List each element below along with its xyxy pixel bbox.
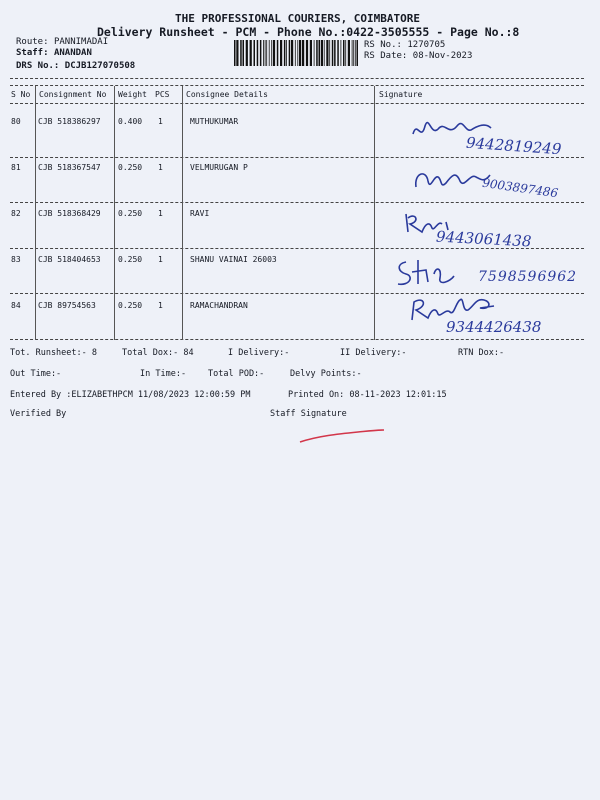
cell-consignee: RAMACHANDRAN: [190, 301, 248, 310]
i-delivery: I Delivery:-: [228, 348, 290, 358]
cell-pcs: 1: [158, 255, 163, 264]
cell-sno: 82: [11, 209, 21, 218]
cell-consignee: SHANU VAINAI 26003: [190, 255, 277, 264]
staff-signature-stroke: [298, 426, 388, 446]
col-header-pcs: PCS: [155, 90, 170, 99]
rs-no-label: RS No.:: [364, 40, 402, 50]
cell-pcs: 1: [158, 117, 163, 126]
drs-value: DCJB127070508: [64, 61, 136, 71]
entered-by: Entered By :ELIZABETHPCM 11/08/2023 12:00:59 PM: [10, 390, 251, 400]
col-header-sno: S No: [11, 90, 31, 99]
company-name: THE PROFESSIONAL COURIERS, COIMBATORE: [175, 12, 421, 25]
cell-consignee: MUTHUKUMAR: [190, 117, 239, 126]
col-header-consignment: Consignment No: [39, 90, 107, 99]
signature-phone: 9442819249: [465, 133, 562, 159]
column-divider: [114, 86, 115, 340]
cell-weight: 0.250: [118, 255, 143, 264]
cell-sno: 81: [11, 163, 21, 172]
col-header-consignee: Consignee Details: [186, 90, 268, 99]
drs-field: [16, 61, 135, 71]
cell-consignment: CJB 89754563: [38, 301, 96, 310]
cell-weight: 0.250: [118, 301, 143, 310]
cell-pcs: 1: [158, 209, 163, 218]
rtn-dox: RTN Dox:-: [458, 348, 505, 358]
rs-no-value: 1270705: [407, 40, 446, 50]
col-header-weight: Weight: [118, 90, 147, 99]
signature-phone: 9344426438: [446, 318, 542, 336]
cell-consignment: CJB 518367547: [38, 163, 101, 172]
route-value: PANNIMADAI: [53, 37, 109, 47]
staff-signature-label: Staff Signature: [270, 409, 347, 419]
signature-phone: 9003897486: [481, 175, 559, 201]
column-divider: [182, 86, 183, 340]
total-dox: Total Dox:- 84: [122, 348, 194, 358]
column-divider: [374, 86, 375, 340]
drs-label: DRS No.:: [16, 61, 60, 71]
ii-delivery: II Delivery:-: [340, 348, 407, 358]
staff-value: ANANDAN: [53, 48, 92, 58]
total-pod: Total POD:-: [208, 369, 265, 379]
cell-pcs: 1: [158, 163, 163, 172]
table-top-rule-2: [10, 85, 584, 86]
document-title: Delivery Runsheet - PCM - Phone No.:0422-3505555 - Page No.:8: [97, 25, 520, 39]
cell-consignee: RAVI: [190, 209, 210, 218]
signature-phone: 7598596962: [478, 269, 578, 285]
col-header-signature: Signature: [379, 90, 423, 99]
staff-field: [16, 48, 92, 58]
printed-on: Printed On: 08-11-2023 12:01:15: [288, 390, 447, 400]
in-time: In Time:-: [140, 369, 187, 379]
tot-runsheet: Tot. Runsheet:- 8: [10, 348, 97, 358]
cell-weight: 0.400: [118, 117, 143, 126]
column-divider: [35, 86, 36, 340]
barcode: [232, 40, 360, 66]
verified-by: Verified By: [10, 409, 67, 419]
table-bottom-rule: [10, 339, 584, 340]
cell-consignment: CJB 518404653: [38, 255, 101, 264]
cell-consignment: CJB 518386297: [38, 117, 101, 126]
signature-scribble: [392, 256, 472, 290]
cell-sno: 83: [11, 255, 21, 264]
route-label: Route:: [16, 37, 49, 47]
delvy-points: Delvy Points:-: [290, 369, 362, 379]
table-top-rule: [10, 78, 584, 79]
cell-weight: 0.250: [118, 209, 143, 218]
cell-sno: 84: [11, 301, 21, 310]
row-divider: [10, 202, 584, 203]
route-field: [16, 37, 108, 47]
staff-label: Staff:: [16, 48, 49, 58]
rs-date-value: 08-Nov-2023: [412, 51, 473, 61]
cell-consignee: VELMURUGAN P: [190, 163, 248, 172]
header-bottom-rule: [10, 103, 584, 104]
cell-consignment: CJB 518368429: [38, 209, 101, 218]
rs-no-field: [364, 40, 445, 50]
cell-pcs: 1: [158, 301, 163, 310]
rs-date-label: RS Date:: [364, 51, 408, 61]
out-time: Out Time:-: [10, 369, 62, 379]
cell-weight: 0.250: [118, 163, 143, 172]
rs-date-field: [364, 51, 472, 61]
signature-phone: 9443061438: [435, 227, 532, 251]
cell-sno: 80: [11, 117, 21, 126]
